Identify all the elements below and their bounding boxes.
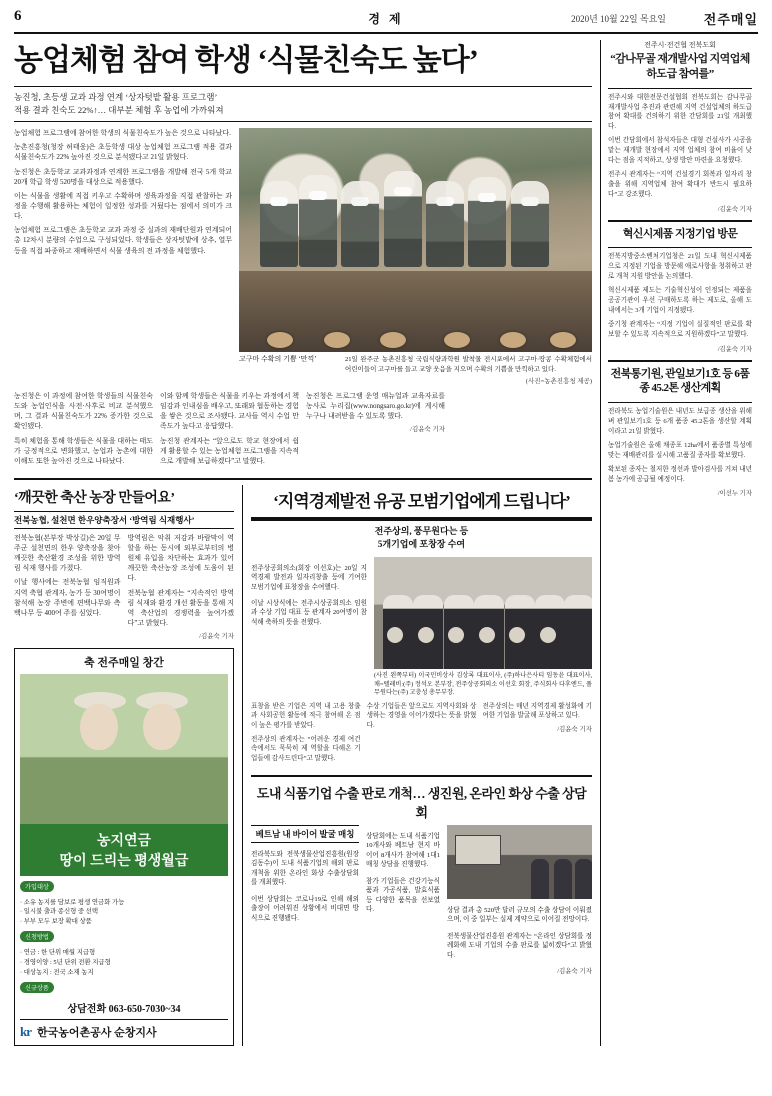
mid-right-col-1 — [251, 702, 361, 767]
lead-body-para: 농진청은 이 과정에 참여한 학생들의 식물친숙도와 농업인식을 사전·사후로 비교 분석했으며, 그 결과 식물친숙도가 22% 증가한 것으로 확인됐다. — [14, 391, 153, 431]
lead-photo-box — [239, 128, 592, 385]
right-article-1-body — [608, 93, 752, 200]
lead-para: 농촌진흥청(청장 허태웅)은 초등학생 대상 농업체험 프로그램 적용 결과 식물친숙도가 22% 높아진 것으로 분석됐다고 21일 밝혔다. — [14, 143, 232, 162]
left-column — [14, 40, 592, 1046]
right-para: 농업기술원은 올해 채종포 12ha에서 품종별 특성에 맞는 재배관리를 실시해 고품질 종자를 확보했다. — [608, 441, 752, 459]
ad-list-item: · 경영이양 : 5년 단위 전환 지급형 — [20, 959, 111, 967]
mid-right-sub-line1: 전주상의, 풍무원다는 등 — [374, 525, 469, 536]
ad-tag-eligibility: 가입대상 — [20, 881, 54, 892]
lead-body-para: 특히 체험을 통해 학생들은 식물을 대하는 태도가 긍정적으로 변화했고, 농업과 농촌에 대한 이해도 또한 높아진 것으로 나타났다. — [14, 436, 153, 465]
lead-kicker-line2: 적용 결과 친숙도 22%↑… 대부분 체험 후 농업에 가까워져 — [14, 105, 224, 116]
ad-slogan-line1: 농지연금 — [96, 833, 152, 849]
mid-left-para: 전북농협 관계자는 “지속적인 방역림 식재와 환경 개선 활동을 통해 지역 축산업의 경쟁력을 높여가겠다”고 밝혔다. — [127, 588, 234, 628]
mid-right-para: 전주상공회의소(회장 이선호)는 20일 지역경제 발전과 일자리창출 등에 기여한 모범기업에 표창장을 수여했다. — [251, 564, 367, 591]
ad-list-item: · 일시불 출과 종신형 중 선택 — [20, 908, 99, 916]
ad-phone[interactable]: 상담전화 063-650-7030~34 — [67, 1004, 181, 1016]
mid-left-col-1 — [14, 533, 121, 642]
ad-photo — [20, 674, 228, 824]
lead-body-columns — [14, 391, 592, 470]
right-article-3-byline: /이선누 기자 — [717, 490, 752, 498]
mid-left-columns — [14, 533, 234, 642]
mid-right-col-3 — [482, 702, 592, 767]
right-article-3-body — [608, 407, 752, 484]
mid-right-columns — [251, 702, 592, 767]
ad-slogan-line2: 땅이 드리는 평생월급 — [59, 853, 189, 869]
right-article-2-body — [608, 252, 752, 339]
mid-right-headline: ‘지역경제발전 유공 모범기업에게 드립니다’ — [273, 491, 570, 511]
ad-footer — [20, 1019, 228, 1040]
bottom-para: 상담 결과 총 520만 달러 규모의 수출 상담이 이뤄졌으며, 이 중 일부는 실제 계약으로 이어질 전망이다. — [447, 906, 592, 924]
bottom-para: 전라북도와 전북생물산업진흥원(원장 김동수)이 도내 식품기업의 해외 판로 개척을 위한 온라인 화상 수출상담회를 개최했다. — [251, 850, 359, 887]
lead-photo — [239, 128, 592, 352]
awards-photo-caption: (사진 왼쪽부터) 이국민비상사 김상록 대표이사, (주)하나은사티 임동윤 대표이사, 채=텔레비ː(주) 정석오 본부장, 전주상공회의소 이선호 회장, 주식회사 다후엔드, 풀무원다는(주) 고충성 총무부장. — [374, 671, 592, 697]
bottom-para: 참가 기업들은 건강기능식품과 가공식품, 발효식품 등 다양한 품목을 선보였다. — [366, 877, 440, 914]
ad-list-apply — [20, 948, 228, 977]
lead-para: 이는 식물을 생활에 직접 키우고 수확하며 생육과정을 직접 관찰하는 과정을 수행해 활용하는 체험이 일정한 성과를 거뒀다는 점에서 의미가 크다. — [14, 191, 232, 221]
mid-right-photo-box — [374, 557, 592, 698]
lead-body-para: 농진청 관계자는 “앞으로도 학교 현장에서 쉽게 활용할 수 있는 농업체험 프로그램을 지속적으로 개발해 보급하겠다”고 말했다. — [160, 436, 299, 465]
lead-body-col-2 — [160, 391, 299, 470]
mid-right-para: 이날 시상식에는 전주시상공회의소 임원과 수상 기업 대표 등 관계자 20여명이 참석해 축하의 뜻을 전했다. — [251, 599, 367, 626]
ad-list-item: · 부부 모두 보장 확대 상품 — [20, 917, 92, 925]
bottom-para: 상담회에는 도내 식품기업 10개사와 베트남 현지 바이어 8개사가 참여해 1대1 매칭 상담을 진행했다. — [366, 832, 440, 869]
right-article-1-headline: “감나무골 재개발사업 지역업체 하도급 참여를” — [610, 53, 750, 80]
right-article-2 — [608, 227, 752, 353]
mid-right-para: 수상 기업들은 앞으로도 지역사회와 상생하는 경영을 이어가겠다는 뜻을 밝혔다. — [366, 702, 477, 730]
mid-right-subhead — [251, 525, 592, 552]
mid-left-byline: /김윤숙 기자 — [199, 633, 234, 641]
mid-left-para: 방역림은 악취 저감과 바람막이 역할을 하는 동시에 외부로부터의 병원체 유입을 차단하는 효과가 있어 깨끗한 축산농장 조성에 도움이 된다. — [127, 533, 234, 583]
lead-body-col-1 — [14, 391, 153, 470]
bottom-para: 전북생물산업진흥원 관계자는 “온라인 상담회를 정례화해 도내 기업의 수출 판로를 넓히겠다”고 밝혔다. — [447, 932, 592, 959]
publication-date: 2020년 10월 22일 목요일 — [571, 14, 666, 24]
ad-list-item: · 소유 농지를 담보로 평생 연금화 가능 — [20, 898, 125, 906]
video-conference-photo — [447, 825, 592, 899]
lead-para: 농진청은 초등학교 교과과정과 연계한 프로그램을 개발해 전국 5개 학교 20개 학급 학생 520명을 대상으로 적용했다. — [14, 167, 232, 186]
ad-list-eligibility — [20, 898, 228, 927]
lead-photo-credit: (사진=농촌진흥청 제공) — [525, 377, 592, 385]
right-para: 전라북도 농업기술원은 내년도 보급종 생산을 위해 벼 관일보기1호 등 6개 품종 45.2톤을 생산할 계획이라고 21일 밝혔다. — [608, 408, 752, 436]
bottom-col-3 — [447, 906, 592, 976]
right-article-3 — [608, 367, 752, 498]
lead-headline: 농업체험 참여 학생 ‘식물친숙도 높다’ — [14, 44, 478, 77]
ad-list-item: · 대상농지 : 전국 소재 농지 — [20, 968, 94, 976]
lead-intro-text — [14, 128, 232, 385]
awards-photo — [374, 557, 592, 669]
mid-right-col-2 — [367, 702, 477, 767]
bottom-para: 이번 상담회는 코로나19로 인해 해외 출장이 어려워진 상황에서 비대면 방식으로 진행됐다. — [251, 895, 359, 922]
advertisement[interactable] — [14, 648, 234, 1047]
right-article-2-byline: /김윤숙 기자 — [717, 345, 752, 353]
lead-byline: /김윤숙 기자 — [410, 426, 445, 434]
masthead — [14, 8, 758, 34]
section-divider — [14, 478, 592, 480]
bottom-divider — [251, 775, 592, 777]
mid-right-para: 전주상의는 매년 지역경제 활성화에 기여한 기업을 발굴해 포상하고 있다. — [482, 702, 593, 720]
ad-company-name: 한국농어촌공사 순창지사 — [37, 1027, 157, 1040]
lead-photo-caption — [239, 355, 592, 374]
lead-body-para: 이와 함께 학생들은 식물을 키우는 과정에서 책임감과 인내심을 배우고, 또래와 협동하는 경험을 쌓은 것으로 조사됐다. 교사들 역시 수업 만족도가 높다고 응답했다. — [160, 391, 299, 431]
right-article-2-headline: 혁신시제품 지정기업 방문 — [622, 227, 738, 240]
lead-body-para: 농진청은 프로그램 운영 매뉴얼과 교육자료를 농사로 누리집(www.nongsaro.go.kr)에 게시해 누구나 내려받을 수 있도록 했다. — [306, 391, 445, 421]
mid-right-byline: /김윤숙 기자 — [557, 726, 593, 734]
right-para: 전주시 관계자는 “지역 건설경기 회복과 일자리 창출을 위해 지역업체 참여 확대가 반드시 필요하다”고 강조했다. — [608, 170, 752, 198]
ad-tag-apply: 신청방법 — [20, 931, 54, 942]
mid-left-headline: ‘깨끗한 축산 농장 만들어요’ — [14, 490, 175, 506]
right-para: 확보된 종자는 철저한 정선과 발아검사를 거쳐 내년 봄 농가에 공급될 예정이다. — [608, 465, 752, 483]
ad-list-item: · 연금 : 한 단위 매월 지급형 — [20, 949, 96, 957]
bottom-col-1 — [251, 850, 359, 923]
bottom-sub: 베트남 내 바이어 발굴 매칭 — [251, 825, 359, 843]
newspaper-brand: 전주매일 — [703, 12, 758, 27]
lead-area — [14, 128, 592, 385]
right-article-1-kicker: 전주시·전건협 전북도회 — [644, 41, 716, 49]
bottom-photo-box — [447, 825, 592, 976]
lead-kicker — [14, 86, 592, 123]
mid-right-article — [242, 485, 592, 1046]
bottom-article — [251, 783, 592, 976]
lead-kicker-line1: 농진청, 초등생 교과 과정 연계 ‘상자텃밭 활용 프로그램’ — [14, 91, 218, 102]
mid-left-para: 이날 행사에는 전북농협 임직원과 지역 축협 관계자, 농가 등 30여명이 참석해 농장 주변에 편백나무와 측백나무 등 400여 주를 심었다. — [14, 578, 121, 617]
right-para: 혁신시제품 제도는 기술혁신성이 인정되는 제품을 공공기관이 우선 구매하도록 하는 제도로, 올해 도내에서는 3개 기업이 지정됐다. — [608, 287, 752, 314]
mid-right-sub-line2: 5개기업에 포창장 수여 — [377, 539, 466, 550]
mid-left-sub: 전북농협, 설천면 한우양축장서 ‘방역림 식재행사’ — [14, 511, 234, 529]
lead-photo-caption-title: 고구마 수확의 기쁨 ‘만끽’ — [239, 355, 317, 364]
mid-right-col-0 — [251, 557, 367, 698]
lead-body-col-3 — [306, 391, 445, 470]
bottom-col-2 — [366, 825, 440, 976]
page-number: 6 — [14, 8, 22, 24]
mid-left-para: 전북농협(본부장 박상길)은 20일 무주군 설천면의 한우 양축장을 찾아 깨끗한 축산환경 조성을 위한 방역림 식재 행사를 가졌다. — [14, 533, 121, 573]
bottom-byline: /김윤숙 기자 — [557, 967, 592, 975]
right-para: 중기청 관계자는 “지정 기업이 실질적인 판로를 확보할 수 있도록 지속적으로 지원하겠다”고 말했다. — [608, 320, 752, 338]
right-column — [600, 40, 752, 1046]
section-title: 경 제 — [368, 12, 404, 26]
lead-photo-caption-body: 21일 완주군 농촌진흥청 국립식량과학원 발착물 전시포에서 고구마·땅콩 수확체험에서 어린이들이 고구마를 들고 교양 웃음을 지으며 수확의 기쁨을 만끽하고 있다. — [345, 356, 592, 373]
ad-congrats-title: 축 전주매일 창간 — [84, 656, 164, 669]
lead-para: 농업체험 프로그램에 참여한 학생의 식물친숙도가 높은 것으로 나타났다. — [14, 129, 231, 138]
lead-para: 농업체험 프로그램은 초등학교 교과 과정 중 실과의 재배단원과 연계되어 총 12차시 분량의 수업으로 구성되었다. 학생들은 상자텃밭에 상추, 열무 등을 직접 파종하고 재배하면서 식물 생육의 전 과정을 체험했다. — [14, 226, 232, 255]
right-para: 전북지방중소벤처기업청은 21일 도내 혁신시제품으로 지정된 기업을 방문해 애로사항을 청취하고 판로 개척 지원 방안을 논의했다. — [608, 253, 752, 281]
right-article-3-headline: 전북통기원, 관일보기1호 등 6품종 45.2톤 생산계획 — [610, 367, 750, 395]
mid-right-para: 표창을 받은 기업은 지역 내 고용 창출과 사회공헌 활동에 적극 참여해 온 점이 높은 평가를 받았다. — [251, 702, 361, 730]
mid-left-col-2 — [128, 533, 235, 642]
mid-section — [14, 485, 592, 1046]
ad-logo-icon: kr — [20, 1024, 31, 1040]
bottom-left — [251, 825, 359, 976]
mid-left-article — [14, 485, 234, 1046]
ad-slogan — [20, 824, 228, 876]
mid-right-rule — [251, 517, 592, 521]
right-article-1 — [608, 40, 752, 213]
ad-tag-new-product: 신규상품 — [20, 982, 54, 993]
bottom-headline: 도내 식품기업 수출 판로 개척… 생진원, 온라인 화상 수출 상담회 — [256, 786, 587, 821]
right-para: 전주시와 대한전문건설협회 전북도회는 감나무골 재개발사업 추진과 관련해 지역 건설업체의 하도급 참여 확대를 건의하기 위한 간담회를 21일 개최했다. — [608, 93, 752, 131]
mid-right-para: 전주상의 관계자는 “어려운 경제 여건 속에서도 묵묵히 제 역할을 다해온 기업들에 감사드린다”고 말했다. — [251, 735, 361, 762]
page-body — [14, 40, 758, 1046]
right-article-1-byline: /김윤숙 기자 — [717, 205, 752, 213]
right-para: 이번 간담회에서 참석자들은 대형 건설사가 시공을 맡는 재개발 현장에서 지역 업체의 참여 비율이 낮다는 점을 지적하고, 상생 방안 마련을 요청했다. — [608, 137, 752, 165]
